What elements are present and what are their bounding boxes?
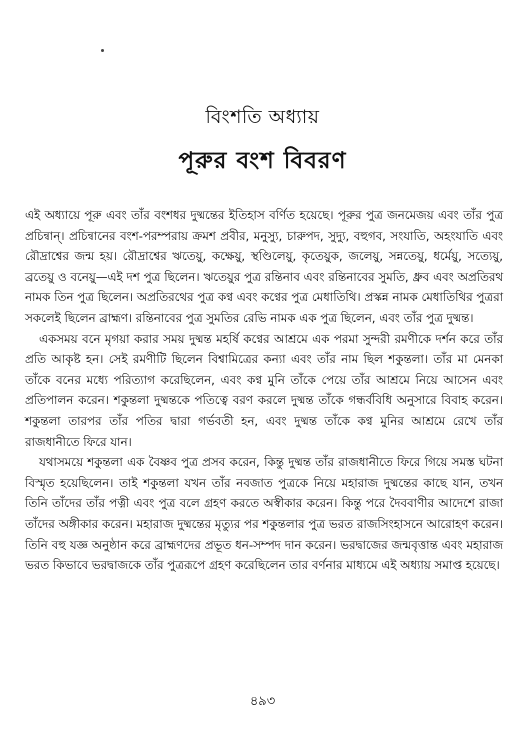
paragraph: একসময় বনে মৃগয়া করার সময় দুষ্মন্ত মহর্ষি কণ্বের আশ্রমে এক পরমা সুন্দরী রমণীকে দর্শন করে তাঁর প্রতি আকৃষ্ট হন। সেই রমণীটি ছিলেন বিশ্বামিত্রের কন্যা এবং তাঁর নাম ছিল শকুন্তলা। তাঁর মা মেনকা তাঁকে বনের মধ্যে পরিত্যাগ করেছিলেন, এবং কণ্ব মুনি তাঁকে পেয়ে তাঁর আশ্রমে নিয়ে আসেন এবং প্রতিপালন করেন। শকুন্তলা দুষ্মন্তকে পতিত্বে বরণ করলে দুষ্মন্ত তাঁকে গন্ধর্ববিধি অনুসারে বিবাহ করেন। শকুন্তলা তারপর তাঁর পতির দ্বারা গর্ভবতী হন, এবং দুষ্মন্ত তাঁকে কণ্ব মুনির আশ্রমে রেখে তাঁর রাজধানীতে ফিরে যান। (25, 331, 503, 449)
chapter-title: পূরুর বংশ বিবরণ (178, 148, 347, 174)
paragraph: এই অধ্যায়ে পূরু এবং তাঁর বংশধর দুষ্মন্তের ইতিহাস বর্ণিত হয়েছে। পূরুর পুত্র জনমেজয় এবং তাঁর পুত্র প্রচিন্বান্‌। প্রচিন্বানের বংশ-পরম্পরায় ক্রমশ প্রবীর, মনুস্যু, চারুপদ, সুদ্যু, বহুগব, সংযাতি, অহংযাতি এবং রৌদ্রাশ্বের জন্ম হয়। রৌদ্রাশ্বের ঋতেয়ু, কক্ষেয়ু, স্থণ্ডিলেয়ু, কৃতেয়ুক, জলেয়ু, সন্নতেয়ু, ধর্মেয়ু, সত্যেয়ু, ব্রতেয়ু ও বনেয়ু—এই দশ পুত্র ছিলেন। ঋতেয়ুর পুত্র রন্তিনাব এবং রন্তিনাবের সুমতি, ধ্রুব এবং অপ্রতিরথ নামক তিন পুত্র ছিলেন। অপ্রতিরথের পুত্র কণ্ব এবং কণ্বের পুত্র মেধাতিথি। প্রস্কন্ন নামক মেধাতিথির পুত্ররা সকলেই ছিলেন ব্রাহ্মণ। রন্তিনাবের পুত্র সুমতির রেভি নামক এক পুত্র ছিলেন, এবং তাঁর পুত্র দুষ্মন্ত। (25, 208, 503, 325)
chapter-heading: বিংশতি অধ্যায় (205, 106, 320, 128)
ink-speck (101, 49, 104, 52)
chapter-summary (25, 205, 503, 576)
page-number: ৪৯৩ (249, 694, 276, 709)
paragraph: যথাসময়ে শকুন্তলা এক বৈষ্ণব পুত্র প্রসব করেন, কিন্তু দুষ্মন্ত তাঁর রাজধানীতে ফিরে গিয়ে সমস্ত ঘটনা বিস্মৃত হয়েছিলেন। তাই শকুন্তলা যখন তাঁর নবজাত পুত্রকে নিয়ে মহারাজ দুষ্মন্তের কাছে যান, তখন তিনি তাঁদের তাঁর পত্নী এবং পুত্র বলে গ্রহণ করতে অস্বীকার করেন। কিন্তু পরে দৈববাণীর আদেশে রাজা তাঁদের অঙ্গীকার করেন। মহারাজ দুষ্মন্তের মৃত্যুর পর শকুন্তলার পুত্র ভরত রাজসিংহাসনে আরোহণ করেন। তিনি বহু যজ্ঞ অনুষ্ঠান করে ব্রাহ্মণদের প্রভূত ধন-সম্পদ দান করেন। ভরদ্বাজের জন্মবৃত্তান্ত এবং মহারাজ ভরত কিভাবে ভরদ্বাজকে তাঁর পুত্ররূপে গ্রহণ করেছিলেন তার বর্ণনার মাধ্যমে এই অধ্যায় সমাপ্ত হয়েছে। (25, 455, 503, 573)
